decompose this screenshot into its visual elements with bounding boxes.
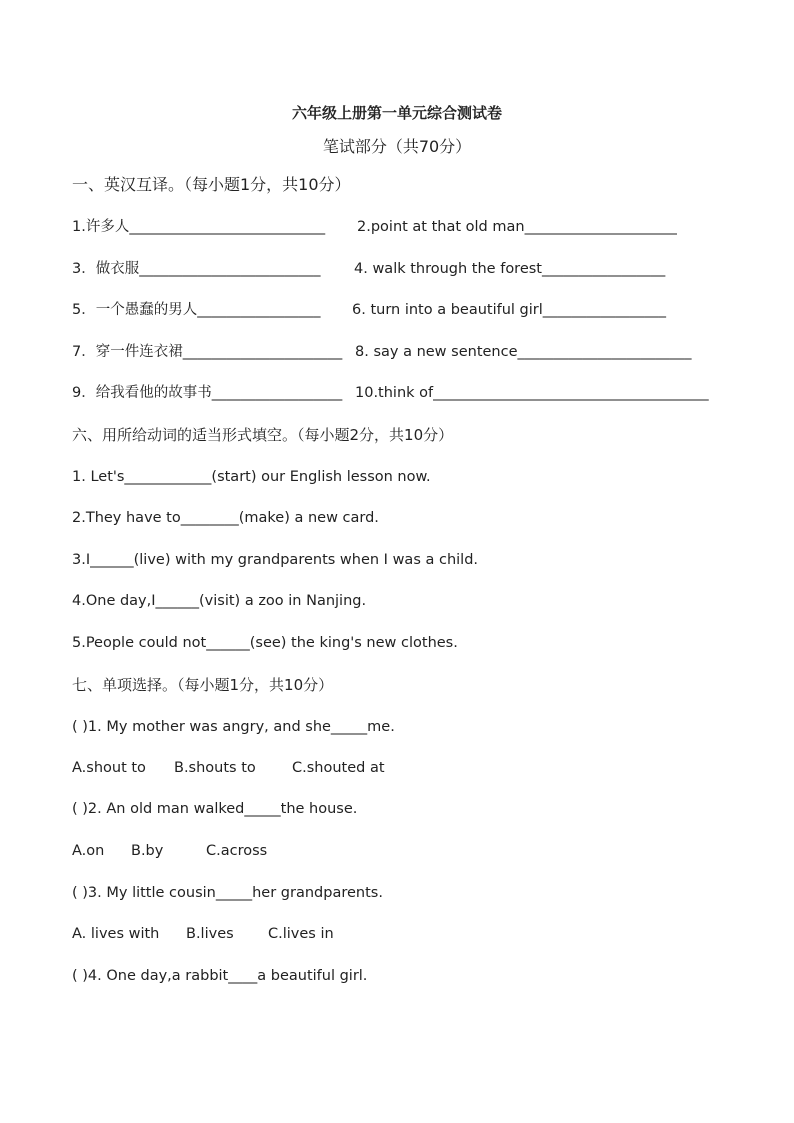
choice-options [72, 924, 334, 944]
section1-heading: 一、英汉互译。（每小题1分，共10分） [72, 175, 351, 194]
fill-blank-item: 3.I______(live) with my grandparents when I was a child. [72, 552, 479, 568]
translation-item-6: 6. turn into a beautiful girl_________________ [352, 302, 667, 318]
choice-question-stem: ( )3. My little cousin_____her grandparents. [72, 885, 383, 901]
translation-item-9: 9．给我看他的故事书__________________ [72, 385, 343, 401]
option-c: C.shouted at [292, 760, 385, 776]
translation-item-8: 8. say a new sentence________________________ [355, 344, 692, 360]
translation-item-7: 7．穿一件连衣裙______________________ [72, 344, 343, 360]
translation-item-10: 10.think of______________________________________ [355, 385, 709, 401]
choice-options [72, 758, 385, 778]
option-a: A.shout to [72, 760, 146, 776]
choice-options [72, 841, 268, 861]
section6-heading: 六、用所给动词的适当形式填空。（每小题2分，共10分） [72, 426, 454, 444]
section7-heading: 七、单项选择。（每小题1分，共10分） [72, 676, 334, 694]
choice-question-stem: ( )2. An old man walked_____the house. [72, 801, 358, 817]
translation-item-2: 2.point at that old man_____________________ [357, 219, 677, 235]
option-a: A.on [72, 843, 105, 859]
translation-item-5: 5．一个愚蠢的男人_________________ [72, 302, 321, 318]
option-a: A. lives with [72, 926, 160, 942]
page-title: 六年级上册第一单元综合测试卷 [291, 104, 502, 122]
translation-item-1: 1.许多人___________________________ [72, 219, 326, 235]
fill-blank-item: 4.One day,I______(visit) a zoo in Nanjing. [72, 593, 367, 609]
fill-blank-item: 2.They have to________(make) a new card. [72, 510, 379, 526]
section1-row [72, 342, 692, 362]
fill-blank-item: 5.People could not______(see) the king's new clothes. [72, 635, 458, 651]
option-b: B.lives [186, 926, 234, 942]
translation-item-4: 4. walk through the forest_________________ [354, 261, 666, 277]
page-subtitle: 笔试部分（共70分） [322, 137, 472, 156]
option-c: C.across [206, 843, 268, 859]
translation-item-3: 3．做衣服_________________________ [72, 261, 321, 277]
section1-row [72, 383, 709, 403]
section1-row [72, 259, 666, 279]
option-c: C.lives in [268, 926, 334, 942]
section1-row [72, 300, 667, 320]
option-b: B.shouts to [174, 760, 256, 776]
choice-question-stem: ( )1. My mother was angry, and she_____me. [72, 719, 395, 735]
section1-row [72, 217, 677, 237]
choice-question-stem: ( )4. One day,a rabbit____a beautiful girl. [72, 968, 368, 984]
fill-blank-item: 1. Let's____________(start) our English lesson now. [72, 469, 431, 485]
option-b: B.by [131, 843, 164, 859]
